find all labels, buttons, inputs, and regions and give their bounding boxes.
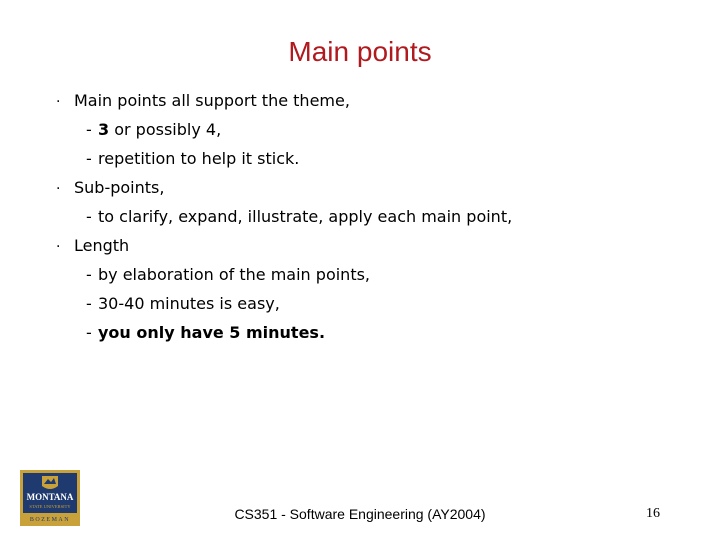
bullet-text: Length xyxy=(74,236,130,255)
sub-bullet-text: or possibly 4, xyxy=(109,120,222,139)
dash-marker: - xyxy=(86,323,92,342)
slide-title: Main points xyxy=(288,36,432,67)
bullet-item xyxy=(56,175,164,201)
bullet-dot: · xyxy=(56,181,61,197)
logo-text-bozeman: BOZEMAN xyxy=(29,517,71,523)
sub-bullet-text: 30-40 minutes is easy, xyxy=(98,294,280,313)
sub-bullet-item xyxy=(86,204,512,230)
dash-marker: - xyxy=(86,120,92,139)
dash-marker: - xyxy=(86,294,92,313)
slide-footer: CS351 - Software Engineering (AY2004) xyxy=(234,506,486,522)
bullet-item xyxy=(56,233,129,259)
logo-text-montana: MONTANA xyxy=(26,492,74,502)
page-number: 16 xyxy=(646,506,660,521)
sub-bullet-item xyxy=(86,320,325,346)
logo-text-state-university: STATE UNIVERSITY xyxy=(29,504,71,509)
bullet-dot: · xyxy=(56,94,61,110)
sub-bullet-text: by elaboration of the main points, xyxy=(98,265,371,284)
sub-bullet-item xyxy=(86,291,280,317)
sub-bullet-item xyxy=(86,262,370,288)
sub-bullet-item xyxy=(86,146,299,172)
bold-text: 3 xyxy=(98,120,110,139)
sub-bullet-text: you only have 5 minutes. xyxy=(98,323,326,342)
sub-bullet-text: to clarify, expand, illustrate, apply each main point, xyxy=(98,207,513,226)
dash-marker: - xyxy=(86,207,92,226)
dash-marker: - xyxy=(86,265,92,284)
dash-marker: - xyxy=(86,149,92,168)
sub-bullet-text: repetition to help it stick. xyxy=(98,149,300,168)
bullet-item xyxy=(56,88,350,114)
bullet-dot: · xyxy=(56,239,61,255)
bullet-text: Sub-points, xyxy=(74,178,165,197)
bullet-text: Main points all support the theme, xyxy=(74,91,350,110)
sub-bullet-item xyxy=(86,117,221,143)
